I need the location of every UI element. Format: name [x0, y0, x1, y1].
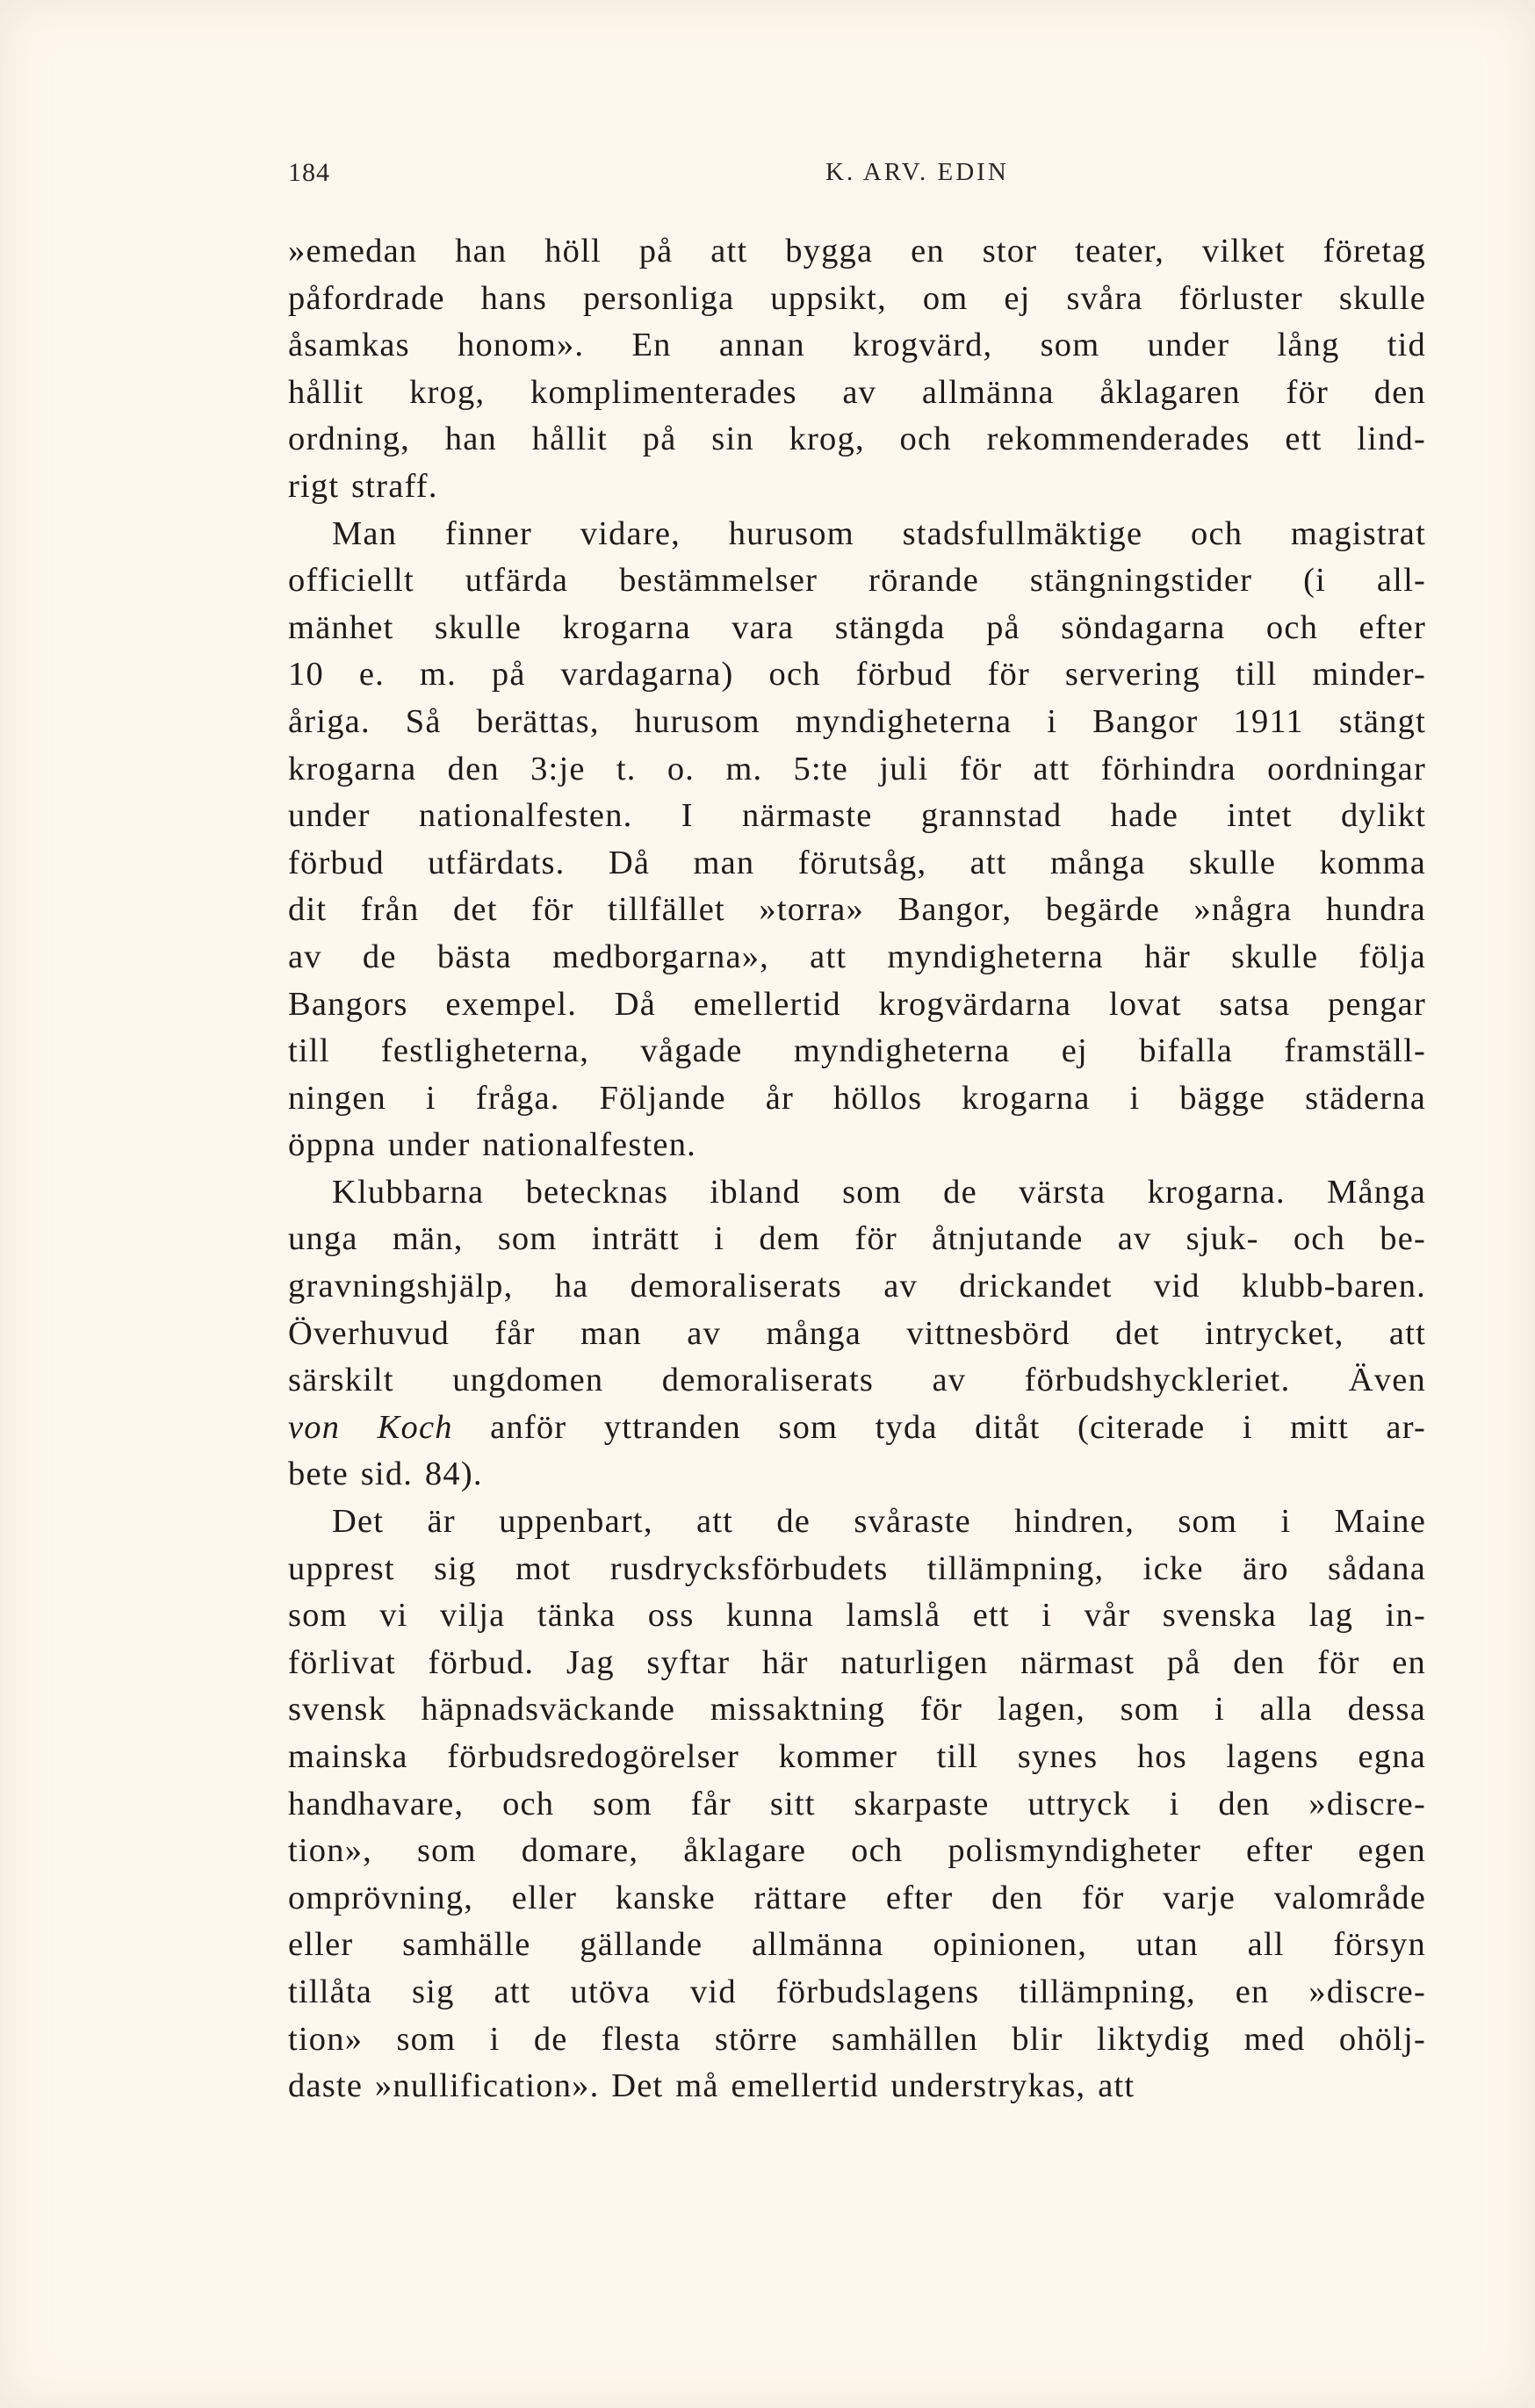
text-line: upprest sig mot rusdrycksförbudets tillämpning, icke äro sådana [288, 1549, 1426, 1587]
paragraph [288, 228, 1426, 511]
text-line: ningen i fråga. Följande år höllos krogarna i bägge städerna [288, 1079, 1426, 1117]
text-line: officiellt utfärda bestämmelser rörande stängningstider (i all- [288, 562, 1426, 600]
page-header [288, 158, 1430, 202]
text-line: av de bästa medborgarna», att myndigheterna här skulle följa [288, 938, 1426, 975]
text-line: som vi vilja tänka oss kunna lamslå ett i vår svenska lag in- [288, 1597, 1426, 1635]
text-line: handhavare, och som får sitt skarpaste uttryck i den »discre- [288, 1785, 1426, 1822]
text-line: förlivat förbud. Jag syftar här naturligen närmast på den för en [288, 1643, 1426, 1681]
text-line: tillåta sig att utöva vid förbudslagens tillämpning, en »discre- [288, 1973, 1426, 2010]
text-line: tion» som i de flesta större samhällen blir liktydig med ohölj- [288, 2020, 1426, 2058]
text-line: mainska förbudsredogörelser kommer till synes hos lagens egna [288, 1738, 1426, 1775]
running-head: K. ARV. EDIN [825, 158, 1009, 186]
text-line: krogarna den 3:je t. o. m. 5:te juli för att förhindra oordningar [288, 750, 1426, 787]
text-line: 10 e. m. på vardagarna) och förbud för servering till minder- [288, 656, 1426, 694]
paragraph [288, 1169, 1426, 1499]
text-line: ordning, han hållit på sin krog, och rekommenderades ett lind- [288, 421, 1426, 458]
text-line: »emedan han höll på att bygga en stor teater, vilket företag [288, 233, 1426, 270]
body-text [288, 228, 1426, 2110]
text-line: von Koch anför yttranden som tyda ditåt (citerade i mitt ar- [288, 1408, 1426, 1446]
text-line: Klubbarna betecknas ibland som de värsta krogarna. Många [332, 1173, 1426, 1211]
text-line: åriga. Så berättas, hurusom myndigheterna i Bangor 1911 stängt [288, 702, 1426, 740]
text-line: Överhuvud får man av många vittnesbörd det intrycket, att [288, 1314, 1426, 1352]
text-line: gravningshjälp, ha demoraliserats av drickandet vid klubb-baren. [288, 1268, 1426, 1305]
text-line: öppna under nationalfesten. [288, 1126, 696, 1164]
text-line: tion», som domare, åklagare och polismyndigheter efter egen [288, 1832, 1426, 1870]
paragraph [288, 511, 1426, 1169]
text-line: svensk häpnadsväckande missaktning för lagen, som i alla dessa [288, 1691, 1426, 1729]
text-line: förbud utfärdats. Då man förutsåg, att många skulle komma [288, 844, 1426, 881]
page-number: 184 [288, 158, 330, 187]
text-line: dit från det för tillfället »torra» Bangor, begärde »några hundra [288, 891, 1426, 929]
text-line: daste »nullification». Det må emellertid understrykas, att [288, 2067, 1135, 2105]
text-line: unga män, som inträtt i dem för åtnjutande av sjuk- och be- [288, 1220, 1426, 1258]
text-line: rigt straff. [288, 467, 438, 505]
paragraph [288, 1499, 1426, 2110]
text-line: mänhet skulle krogarna vara stängda på söndagarna och efter [288, 608, 1426, 646]
text-line: Man finner vidare, hurusom stadsfullmäktige och magistrat [332, 514, 1426, 552]
text-line: till festligheterna, vågade myndigheterna ej bifalla framställ- [288, 1032, 1426, 1070]
text-line: hållit krog, komplimenterades av allmänna åklagaren för den [288, 373, 1426, 411]
text-line: påfordrade hans personliga uppsikt, om ej svåra förluster skulle [288, 279, 1426, 317]
text-line: omprövning, eller kanske rättare efter den för varje valområde [288, 1879, 1426, 1916]
text-line: eller samhälle gällande allmänna opinionen, utan all försyn [288, 1926, 1426, 1964]
text-line: Bangors exempel. Då emellertid krogvärdarna lovat satsa pengar [288, 985, 1426, 1023]
text-line: åsamkas honom». En annan krogvärd, som under lång tid [288, 327, 1426, 364]
text-line: under nationalfesten. I närmaste grannstad hade intet dylikt [288, 797, 1426, 835]
text-line: bete sid. 84). [288, 1456, 483, 1493]
text-line: särskilt ungdomen demoraliserats av förbudshyckleriet. Även [288, 1362, 1426, 1399]
text-line: Det är uppenbart, att de svåraste hindren, som i Maine [332, 1503, 1426, 1541]
